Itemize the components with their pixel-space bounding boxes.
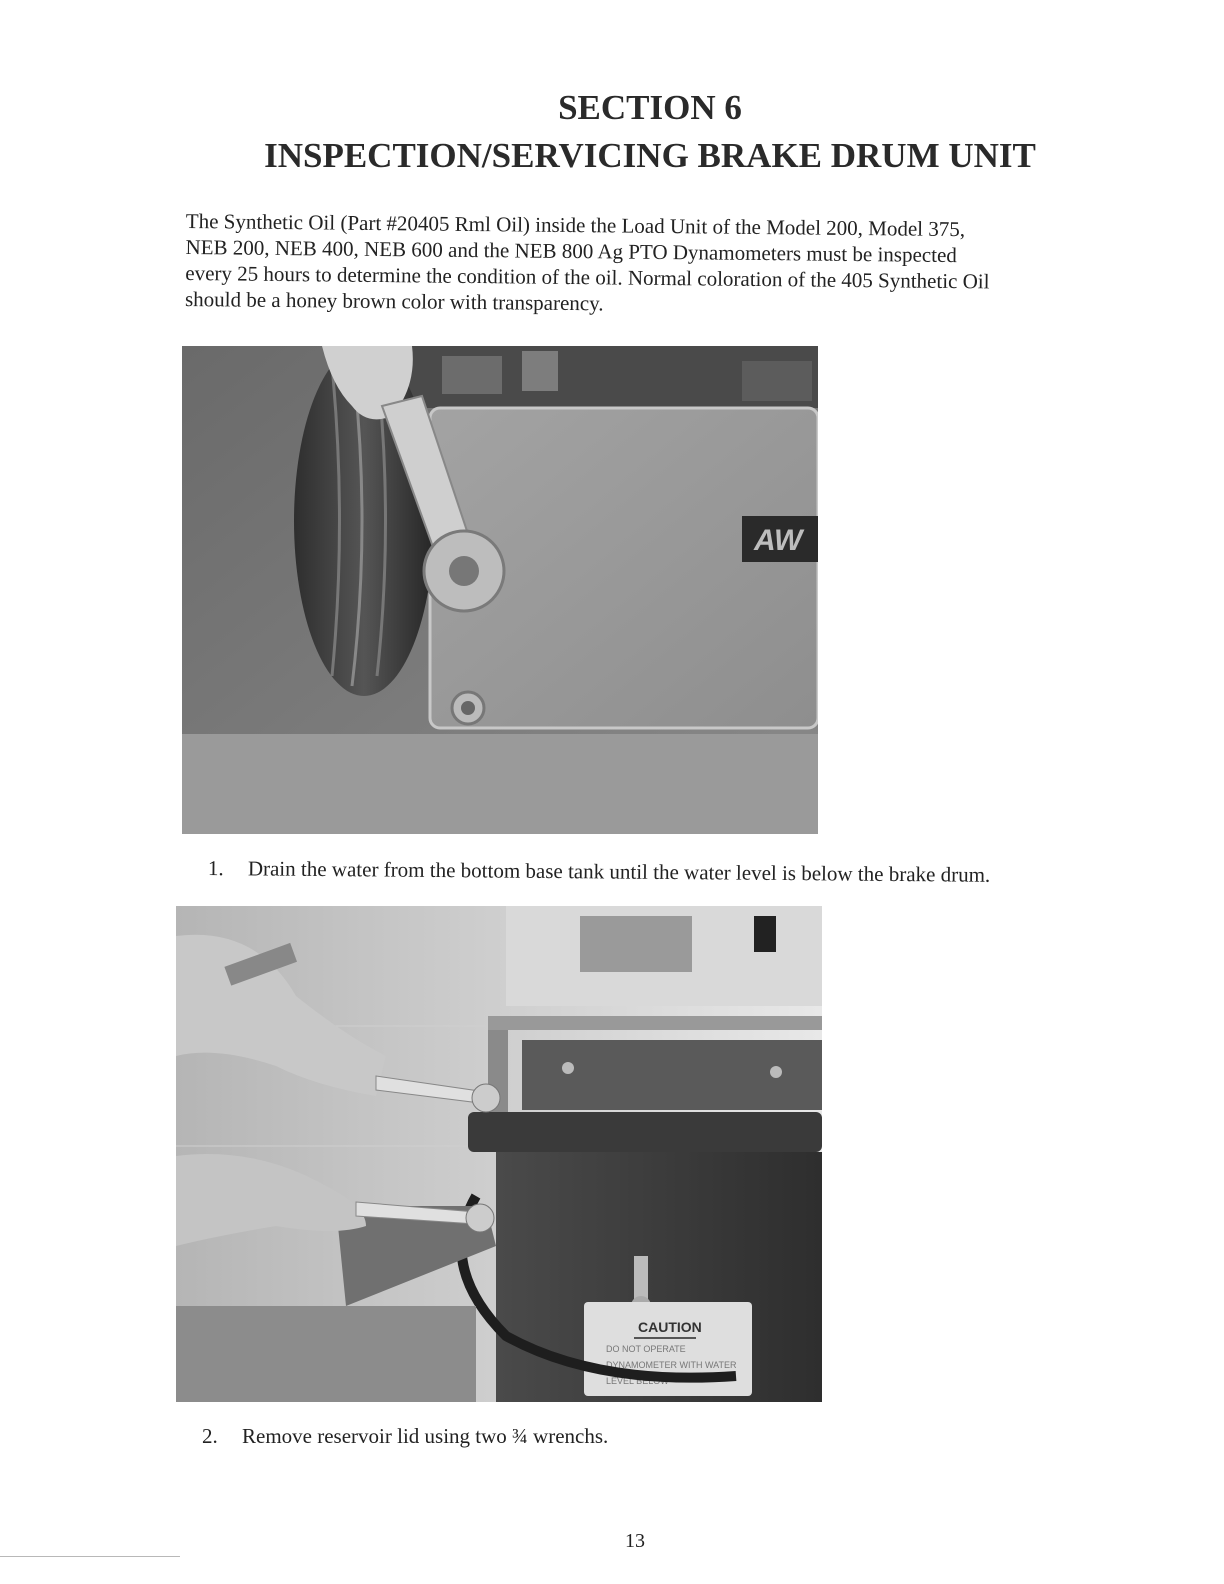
caution-title: CAUTION [638,1319,702,1335]
step-2 [202,1424,608,1449]
intro-line: every 25 hours to determine the condition of the oil. Normal coloration of the 405 Synthetic Oil [185,260,990,294]
step-number: 1. [207,856,224,881]
step-number: 2. [202,1424,218,1448]
intro-line: NEB 200, NEB 400, NEB 600 and the NEB 800 Ag PTO Dynamometers must be inspected [185,234,957,268]
intro-line: The Synthetic Oil (Part #20405 Rml Oil) inside the Load Unit of the Model 200, Model 375, [185,208,966,242]
photo-drain-plug [182,346,818,834]
caution-line: DYNAMOMETER WITH WATER [606,1360,737,1370]
page-number: 13 [625,1530,645,1552]
step-text: Remove reservoir lid using two ¾ wrenchs. [242,1424,609,1448]
caution-line: LEVEL BELOW [606,1376,669,1386]
section-title: SECTION 6 [558,88,742,127]
footer-rule [0,1556,180,1557]
photo-reservoir-lid [176,906,822,1402]
intro-paragraph [185,208,1116,322]
tank-label-text: AW [754,524,803,557]
caution-line: DO NOT OPERATE [606,1344,686,1354]
step-1 [208,856,991,888]
section-subtitle: INSPECTION/SERVICING BRAKE DRUM UNIT [264,136,1036,175]
step-text: Drain the water from the bottom base tank until the water level is below the brake drum. [247,856,991,887]
intro-line: should be a honey brown color with transparency. [184,286,604,316]
